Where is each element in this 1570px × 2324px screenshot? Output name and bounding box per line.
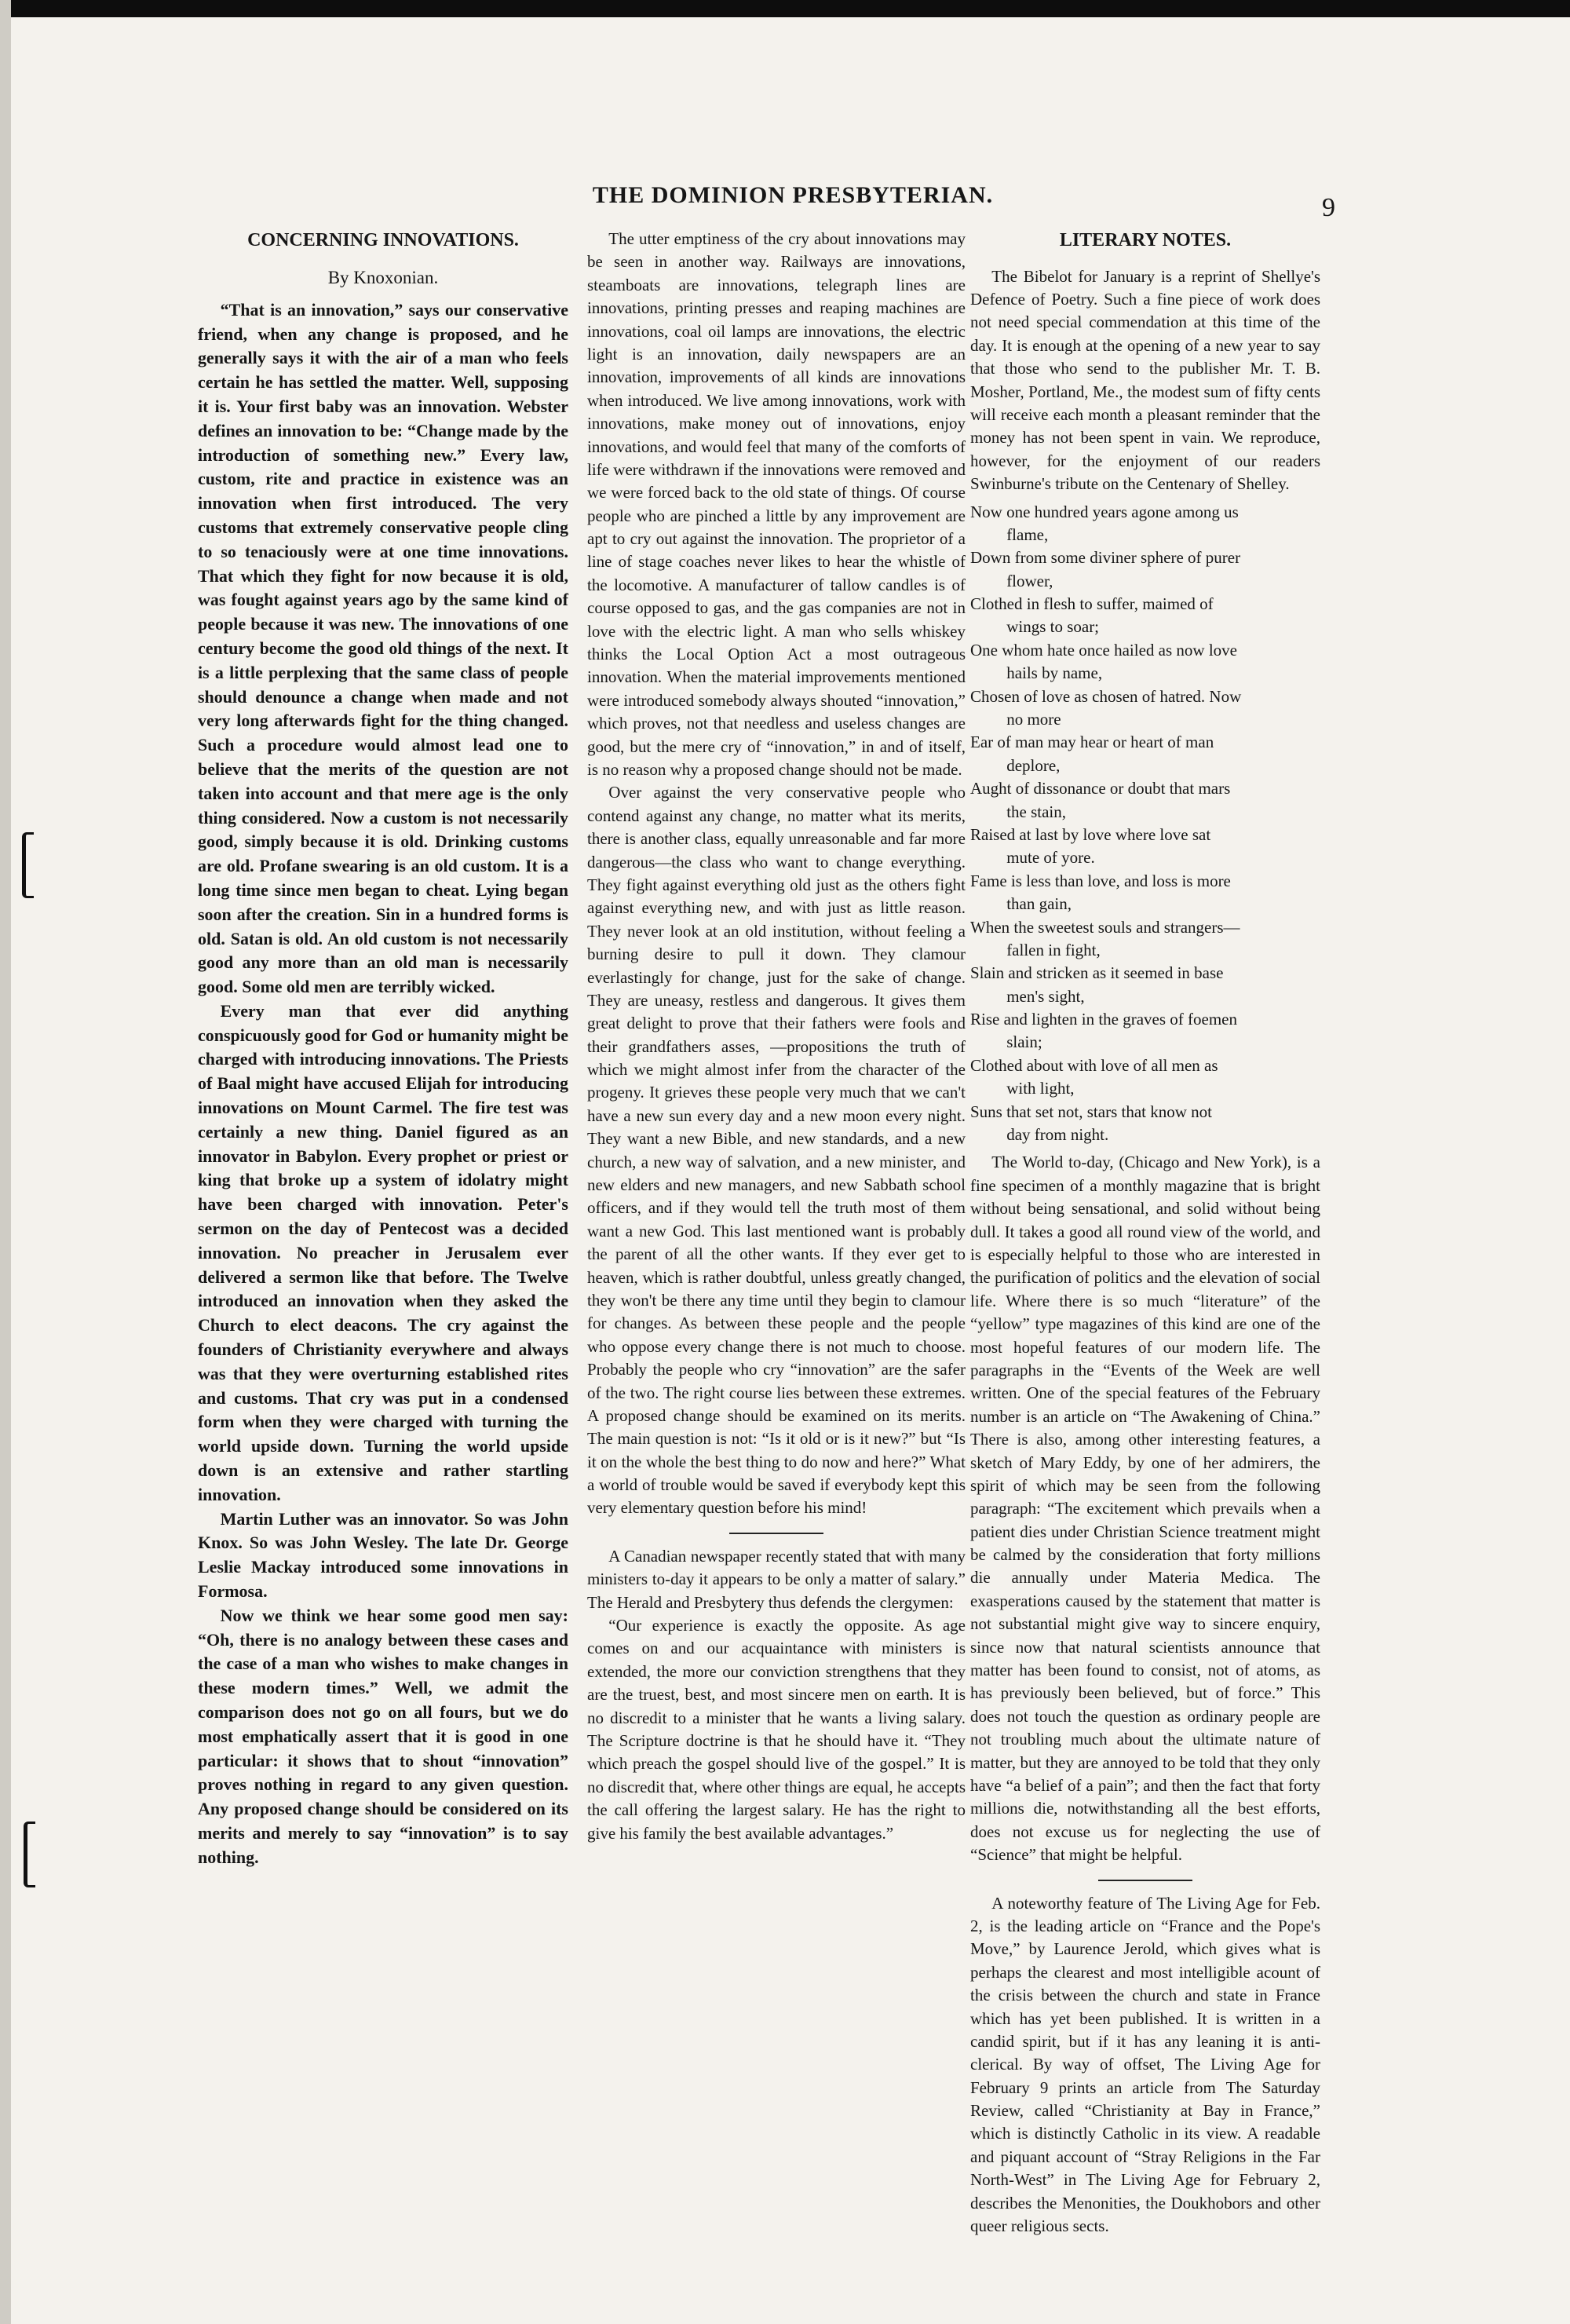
poem-line: Down from some diviner sphere of purer flower, xyxy=(970,548,1241,590)
poem-line: Now one hundred years agone among us flame, xyxy=(970,502,1239,544)
poem-line: Ear of man may hear or heart of man deplore, xyxy=(970,733,1214,775)
poem-line: Fame is less than love, and loss is more than gain, xyxy=(970,871,1231,914)
poem-line: Clothed about with love of all men as with light, xyxy=(970,1055,1218,1098)
margin-bracket-mark xyxy=(24,1822,35,1887)
poem-line: Suns that set not, stars that know not day from night. xyxy=(970,1102,1212,1145)
poem-line: One whom hate once hailed as now love hails by name, xyxy=(970,640,1237,683)
paragraph: Over against the very conservative people who contend against any change, no matter what its merits, there is another class, equally unreasonable and far more dangerous—the class who want to change everything. They fight against everything old just as the others fight against everything new, and with just as little reason. They never look at an old institution, without feeling a burning desire to pull it down. They clamour everlastingly for change, just for the sake of change. They are uneasy, restless and dangerous. It gives them great delight to prove that their fathers were fools and their grandfathers asses, —propositions the truth of which we might almost infer from the character of the progeny. It grieves these people very much that we can't have a new sun every day and a new moon every night. They want a new Bible, and new standards, and a new church, a new way of salvation, and a new minister, and new elders and new managers, and new Sabbath school officers, and if they would tell the truth most of them want a new God. This last mentioned want is probably the parent of all the other wants. If they ever get to heaven, which is rather doubtful, unless greatly changed, they won't be there any time until they begin to clamour for changes. As between these people and the people who oppose every change there is not much to choose. Probably the people who cry “innovation” are the safer of the two. The right course lies between these extremes. A proposed change should be examined on its merits. The main question is not: “Is it old or is it new?” but “Is it on the whole the best thing to do now and here?” What a world of trouble would be saved if everybody kept this very elementary question before his mind! xyxy=(587,783,966,1518)
poem-line: Aught of dissonance or doubt that mars the stain, xyxy=(970,779,1231,821)
column-middle xyxy=(587,228,966,1845)
paragraph: A noteworthy feature of The Living Age for Feb. 2, is the leading article on “France and the Pope's Move,” by Laurence Jerold, which gives what is perhaps the clearest and most intelligible acount of the crisis between the church and state in France which has yet been published. It is written in a candid spirit, but if it has any leaning it is anti-clerical. By way of offset, The Living Age for February 9 prints an article from The Saturday Review, called “Christianity at Bay in France,” which is distinctly Catholic in its view. A readable and piquant account of “Stray Religions in the Far North-West” in The Living Age for February 2, describes the Menonities, the Doukhobors and other queer religious sects. xyxy=(970,1893,1320,2236)
scan-left-edge xyxy=(0,0,11,2324)
column-left xyxy=(198,228,568,1870)
scan-top-border xyxy=(0,0,1570,17)
paragraph: The Bibelot for January is a reprint of Shellye's Defence of Poetry. Such a fine piece of work does not need special commendation at this time of the day. It is enough at the opening of a new year to say that those who send to the publisher Mr. T. B. Mosher, Portland, Me., the modest sum of fifty cents will receive each month a pleasant reminder that the money has not been spent in vain. We reproduce, however, for the enjoyment of our readers Swinburne's tribute on the Centenary of Shelley. xyxy=(970,266,1320,494)
paragraph: The World to-day, (Chicago and New York), is a fine specimen of a monthly magazine that is bright without being sensational, and solid without being dull. It takes a good all round view of the world, and is especially helpful to those who are interested in the purification of politics and the elevation of social life. Where there is so much “literature” of the “yellow” type magazines of this kind are one of the most hopeful features of our modern life. The paragraphs in the “Events of the Week are well written. One of the special features of the February number is an article on “The Awakening of China.” There is also, among other interesting features, a sketch of Mary Eddy, by one of her admirers, the spirit of which may be seen from the following paragraph: “The excitement which prevails when a patient dies under Christian Science treatment might be calmed by the consideration that forty millions die annually under Materia Medica. The exasperations caused by the statement that matter is not substantial might give way to sincere enquiry, since now that natural scientists announce that matter has been found to consist, not of atoms, as has previously been believed, but of force.” This does not touch the question as ordinary people are not troubling much about the ultimate nature of matter, but they are annoyed to be told that they only have “a belief of a pain”; and then the fact that forty millions die, notwithstanding all the best efforts, does not excuse us for neglecting the use of “Science” that might be helpful. xyxy=(970,1153,1320,1865)
paragraph: “Our experience is exactly the opposite. As age comes on and our acquaintance with ministers is extended, the more our conviction strengthens that they are the truest, best, and most sincere men on earth. It is no discredit to a minister that he wants a living salary. The Scripture doctrine is that he should have it. “They which preach the gospel should live of the gospel.” It is no discredit that, where other things are equal, he accepts the call offering the largest salary. He has the right to give his family the best available advantages.” xyxy=(587,1616,966,1843)
poem-line: Raised at last by love where love sat mute of yore. xyxy=(970,824,1211,868)
section-divider xyxy=(1098,1880,1192,1881)
section-divider xyxy=(729,1533,823,1534)
poem xyxy=(970,501,1320,1147)
paragraph: Martin Luther was an innovator. So was John Knox. So was John Wesley. The late Dr. George Leslie Mackay introduced some innovations in Formosa. xyxy=(198,1508,568,1602)
poem-line: Clothed in flesh to suffer, maimed of wings to soar; xyxy=(970,594,1214,637)
paragraph: Now we think we hear some good men say: “Oh, there is no analogy between these cases and the case of a man who wishes to make changes in these modern times.” Well, we admit the comparison does not go on all fours, but we do most emphatically assert that it is good in one particular: it shows that to shout “innovation” proves nothing in regard to any given question. Any proposed change should be considered on its merits and merely to say “innovation” is to say nothing. xyxy=(198,1605,568,1867)
section-title: LITERARY NOTES. xyxy=(1059,230,1232,250)
article-byline: By Knoxonian. xyxy=(327,267,439,287)
paragraph: The utter emptiness of the cry about innovations may be seen in another way. Railways are innovations, steamboats are innovations, telegraph lines are innovations, printing presses and reaping machines are innovations, coal oil lamps are innovations, the electric light is an innovation, daily newspapers are an innovation, improvements of all kinds are innovations when introduced. We live among innovations, work with innovations, make money out of innovations, enjoy innovations, and would feel that many of the comforts of life were withdrawn if the innovations were removed and we were forced back to the old state of things. Of course people who are pinched a little by any improvement are apt to cry out against the innovation. The proprietor of a line of stage coaches never likes to hear the whistle of the locomotive. A manufacturer of tallow candles is of course opposed to gas, and the gas companies are not in love with the electric light. A man who sells whiskey thinks the Local Option Act a most outrageous innovation. When the material improvements mentioned were introduced somebody always shouted “innovation,” which proves, not that needless and useless changes are good, but the mere cry of “innovation,” in and of itself, is no reason why a proposed change should not be made. xyxy=(587,229,966,779)
margin-bracket-mark xyxy=(22,832,34,898)
poem-line: Slain and stricken as it seemed in base men's sight, xyxy=(970,963,1224,1006)
article-title: CONCERNING INNOVATIONS. xyxy=(247,230,519,250)
poem-line: When the sweetest souls and strangers— fallen in fight, xyxy=(970,917,1240,959)
paragraph: Every man that ever did anything conspicuously good for God or humanity might be charged with introducing innovations. The Priests of Baal might have accused Elijah for introducing innovations on Mount Carmel. The fire test was certainly a new thing. Daniel figured as an innovator in Babylon. Every prophet or priest or king that broke up a system of idolatry might have been charged with innovation. Peter's sermon on the day of Pentecost was a decided innovation. No preacher in Jerusalem ever delivered a sermon like that before. The Twelve introduced an innovation when they asked the Church to elect deacons. The cry against the founders of Christianity everywhere and always was that they were overturning established rites and customs. That cry was put in a condensed form when they were charged with turning the world upside down. Turning the world upside down is an extensive and rather startling innovation. xyxy=(198,1000,568,1504)
column-right xyxy=(970,228,1320,2238)
poem-line: Chosen of love as chosen of hatred. Now no more xyxy=(970,686,1242,729)
running-header: THE DOMINION PRESBYTERIAN. xyxy=(592,182,994,208)
page-number: 9 xyxy=(1322,193,1335,222)
paragraph: A Canadian newspaper recently stated that with many ministers to-day it appears to be only a matter of salary.” The Herald and Presbytery thus defends the clergymen: xyxy=(587,1546,966,1612)
paragraph: “That is an innovation,” says our conservative friend, when any change is proposed, and he generally says it with the air of a man who feels certain he has settled the matter. Well, supposing it is. Your first baby was an innovation. Webster defines an innovation to be: “Change made by the introduction of something new.” Every law, custom, rite and practice in existence was an innovation when first introduced. The very customs that extremely conservative people cling to so tenaciously were at one time innovations. That which they fight for now because it is old, was fought against years ago by the same kind of people because it was new. The innovations of one century become the good old things of the next. It is a little perplexing that the same class of people should denounce a change when made and not very long afterwards fight for the thing changed. Such a procedure would almost lead one to believe that the merits of the question are not taken into account and that mere age is the only thing considered. Now a custom is not necessarily good, simply because it is old. Drinking customs are old. Profane swearing is an old custom. It is a long time since men began to cheat. Lying began soon after the creation. Sin in a hundred forms is old. Satan is old. An old custom is not necessarily good any more than an old man is necessarily good. Some old men are terribly wicked. xyxy=(198,299,568,997)
poem-line: Rise and lighten in the graves of foemen slain; xyxy=(970,1010,1237,1052)
